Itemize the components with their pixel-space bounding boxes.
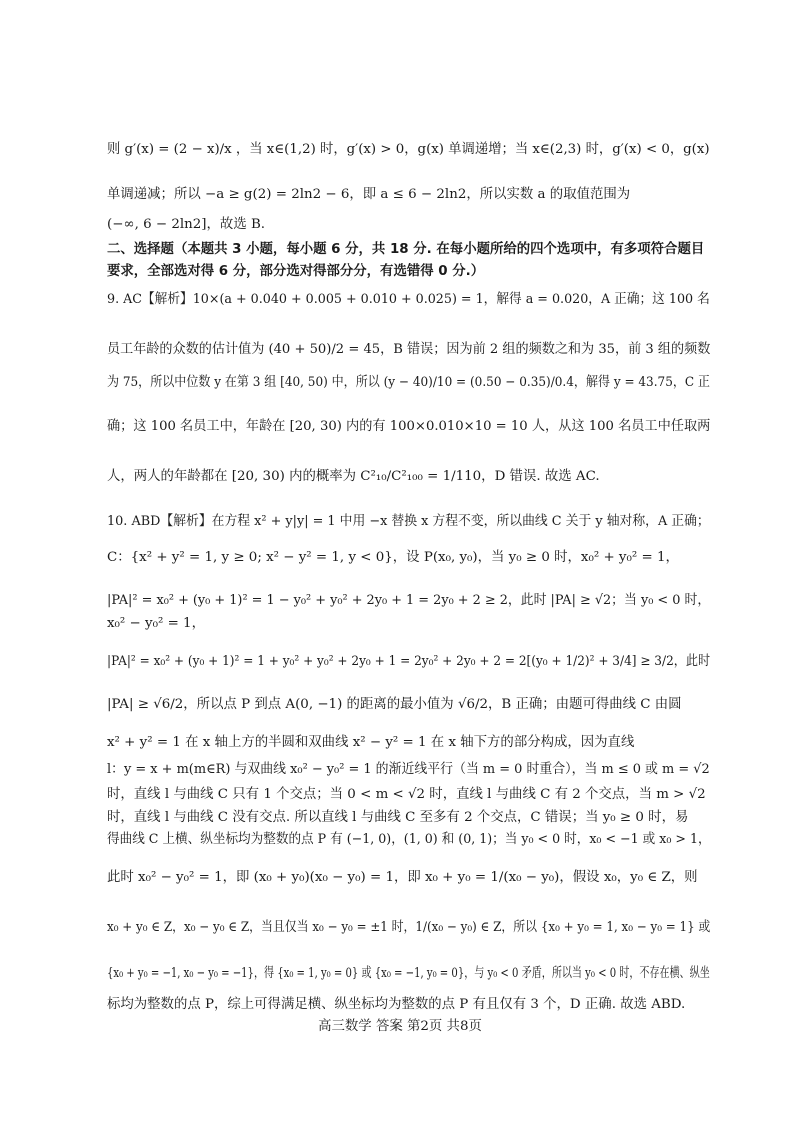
text-line: 此时 x₀² − y₀² = 1，即 (x₀ + y₀)(x₀ − y₀) = 1，即 x₀ + y₀ = 1/(x₀ − y₀)，假设 x₀，y₀ ∈ Z，则	[107, 870, 698, 885]
text-line: 时，直线 l 与曲线 C 只有 1 个交点；当 0 < m < √2 时，直线 l 与曲线 C 有 2 个交点，当 m > √2	[107, 787, 706, 802]
text-line: 得曲线 C 上横、纵坐标均为整数的点 P 有 (−1, 0)，(1, 0) 和 (0, 1)；当 y₀ < 0 时，x₀ < −1 或 x₀ > 1，	[107, 832, 711, 847]
text-line: 标均为整数的点 P，综上可得满足横、纵坐标均为整数的点 P 有且仅有 3 个，D 正确. 故选 ABD.	[107, 997, 686, 1012]
text-line: 人，两人的年龄都在 [20, 30) 内的概率为 C²₁₀/C²₁₀₀ = 1/110，D 错误. 故选 AC.	[107, 469, 600, 484]
section-heading: 二、选择题（本题共 3 小题，每小题 6 分，共 18 分. 在每小题所给的四个选项中，有多项符合题目	[107, 242, 705, 257]
text-line: |PA| ≥ √6/2，所以点 P 到点 A(0, −1) 的距离的最小值为 √6/2，B 正确；由题可得曲线 C 由圆	[107, 697, 682, 712]
text-line: 时，直线 l 与曲线 C 没有交点. 所以直线 l 与曲线 C 至多有 2 个交点，C 错误；当 y₀ ≥ 0 时，易	[107, 810, 689, 825]
page-footer: 高三数学 答案 第2页 共8页	[318, 1019, 482, 1034]
text-line: |PA|² = x₀² + (y₀ + 1)² = 1 − y₀² + y₀² + 2y₀ + 1 = 2y₀ + 2 ≥ 2，此时 |PA| ≥ √2；当 y₀ < 0 时，	[107, 593, 711, 608]
text-line: |PA|² = x₀² + (y₀ + 1)² = 1 + y₀² + y₀² + 2y₀ + 1 = 2y₀² + 2y₀ + 2 = 2[(y₀ + 1/2)² + 3/4] ≥ 3/2，此时	[107, 654, 711, 669]
text-line: 单调递减；所以 −a ≥ g(2) = 2ln2 − 6，即 a ≤ 6 − 2ln2，所以实数 a 的取值范围为	[107, 187, 631, 202]
text-line: x₀ + y₀ ∈ Z，x₀ − y₀ ∈ Z，当且仅当 x₀ − y₀ = ±1 时，1/(x₀ − y₀) ∈ Z，所以 {x₀ + y₀ = 1, x₀ − y₀ = 1} 或	[107, 920, 711, 935]
text-line: (−∞, 6 − 2ln2]，故选 B.	[107, 217, 266, 232]
question-9-answer: 9. AC【解析】10×(a + 0.040 + 0.005 + 0.010 + 0.025) = 1，解得 a = 0.020，A 正确；这 100 名	[107, 292, 710, 307]
text-line: 员工年龄的众数的估计值为 (40 + 50)/2 = 45，B 错误；因为前 2 组的频数之和为 35，前 3 组的频数	[107, 342, 711, 357]
text-line: {x₀ + y₀ = −1, x₀ − y₀ = −1}，得 {x₀ = 1, y₀ = 0} 或 {x₀ = −1, y₀ = 0}，与 y₀ < 0 矛盾，所以当 y₀ < 0 时，不存在横、纵坐	[107, 966, 710, 981]
text-line: 确；这 100 名员工中，年龄在 [20, 30) 内的有 100×0.010×10 = 10 人，从这 100 名员工中任取两	[107, 419, 711, 434]
text-line: l：y = x + m(m∈R) 与双曲线 x₀² − y₀² = 1 的渐近线平行（当 m = 0 时重合），当 m ≤ 0 或 m = √2	[107, 762, 710, 777]
text-line: 为 75，所以中位数 y 在第 3 组 [40, 50) 中，所以 (y − 40)/10 = (0.50 − 0.35)/0.4，解得 y = 43.75，C 正	[107, 375, 710, 390]
text-line: x₀² − y₀² = 1，	[107, 616, 205, 631]
text-line: C：{x² + y² = 1, y ≥ 0; x² − y² = 1, y < 0}，设 P(x₀, y₀)，当 y₀ ≥ 0 时，x₀² + y₀² = 1，	[107, 550, 679, 565]
text-line: 则 g′(x) = (2 − x)/x ，当 x∈(1,2) 时，g′(x) > 0，g(x) 单调递增；当 x∈(2,3) 时，g′(x) < 0，g(x)	[107, 142, 710, 157]
question-10-answer: 10. ABD【解析】在方程 x² + y|y| = 1 中用 −x 替换 x 方程不变，所以曲线 C 关于 y 轴对称，A 正确；	[107, 514, 710, 529]
section-heading: 要求，全部选对得 6 分，部分选对得部分分，有选错得 0 分.）	[107, 264, 485, 279]
text-line: x² + y² = 1 在 x 轴上方的半圆和双曲线 x² − y² = 1 在 x 轴下方的部分构成，因为直线	[107, 735, 635, 750]
